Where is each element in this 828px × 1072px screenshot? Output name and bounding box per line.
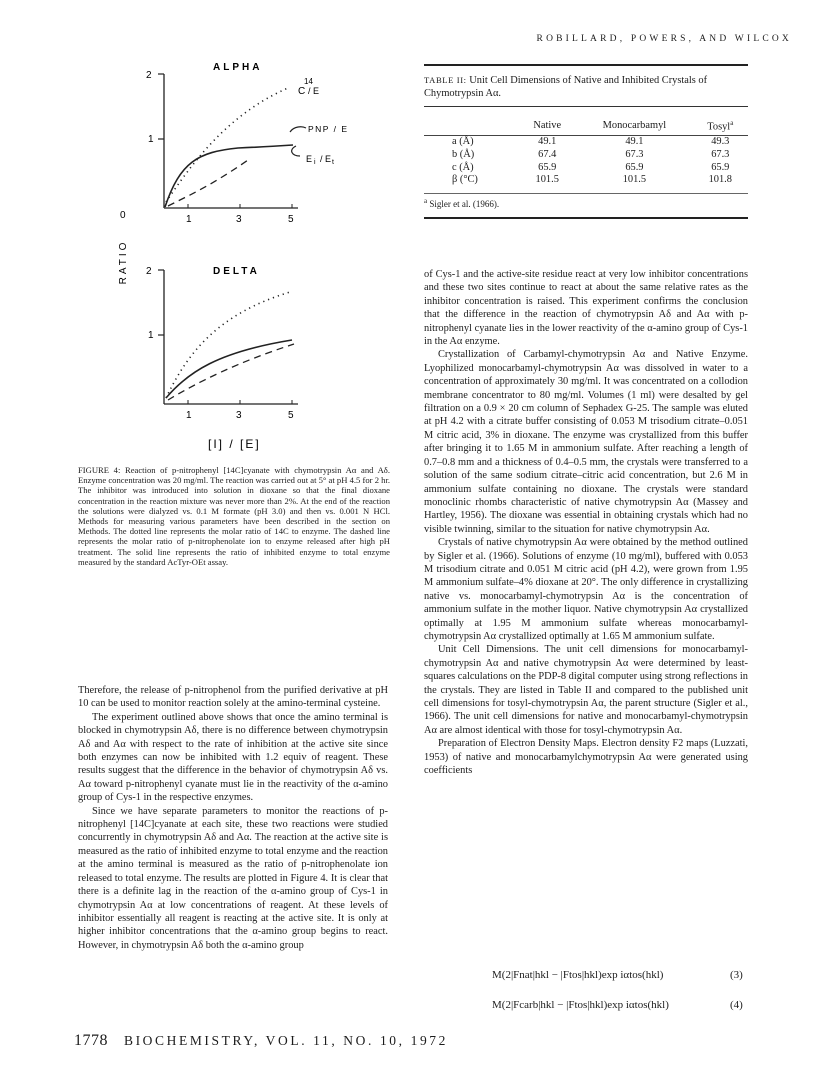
right-column [424,268,748,777]
alpha-ytick-2: 2 [146,70,152,81]
label-14: 14 [304,77,313,86]
left-paragraph-3: Since we have separate parameters to monitor the reactions of p-nitrophenyl [14C]cyanate at each site, these two reactions were studied concurrently in chymotrypsin Aδ and Aα. The reaction at the active site is measured as the ratio of inhibited enzyme to total enzyme and the reaction at the amino terminal is measured as the ratio of p-nitrophenolate ion released to total enzyme. The results are plotted in Figure 4. It is clear that there is a definite lag in the reaction of the α-amino group of Cys-1 in chymotrypsin Aα at low concentrations of reagent. At these levels of inhibitor essentially all reagent is reacting at the active site. It is only at higher inhibitor concentrations that the α-amino group begins to react. However, in chymotrypsin Aδ both the α-amino group [78,805,388,951]
table-title [424,74,748,100]
label-ei: E [306,154,313,164]
equation-3: M(2|Fnat|hkl − |Ftos|hkl)exp iαtos(hkl) [492,969,664,981]
alpha-dashed-curve [168,160,248,206]
left-column [78,684,388,952]
table-ii [424,64,748,219]
caption-text: Reaction of p-nitrophenyl [14C]cyanate with chymotrypsin Aα and Aδ. Enzyme concentration was 20 mg/ml. The reaction was carried out at 5° at pH 4.5 for 2 hr. The inhibitor was introduced into solution in dioxane so that the final dioxane concentration in the reaction mixture was never more than 2%. At the end of the reaction the solutions were dialyzed vs. 0.1 M formate (pH 3.0) and then vs. 0.001 N HCl. Methods for measuring various parameters have been described in the section on Methods. The dotted line represents the molar ratio of 14C to enzyme. The dashed line represents the molar ratio of p-nitrophenolate ion to enzyme released after high pH treatment. The solid line represents the ratio of inhibited enzyme to total enzyme measured by the standard AcTyr-OEt assay. [78,465,390,567]
left-paragraph-1: Therefore, the release of p-nitrophenol from the purified derivative at pH 10 can be used to monitor reaction solely at the amino-terminal cysteine. [78,685,388,710]
alpha-panel [120,62,349,225]
delta-xtick-5: 5 [288,410,294,421]
label-et-sub: t [332,159,334,166]
label-pnp-e: PNP / E [308,124,349,134]
left-paragraph-2: The experiment outlined above shows that once the amino terminal is blocked in chymotrypsin Aδ, there is no difference between chymotrypsin Aδ and Aα with respect to the rate of inhibition at the active site since both enzymes can now be inhibited with 1.2 equiv of reagent. These results suggest that the difference in the behavior of chymotrypsin Aδ vs. Aα toward p-nitrophenyl cyanate must lie in the reactivity of the α-amino group of Cys-1 in the respective enzymes. [78,711,388,804]
right-paragraph-1: of Cys-1 and the active-site residue react at very low inhibitor concentrations and these two sites continue to react at about the same relative rates as the inhibitor concentration is raised. This experiment confirms the conclusion that the difference in the reaction of chymotrypsin Aδ and Aα with p-nitrophenyl cyanate lies in the lower reactivity of the α-amino group of Cys-1 in the Aα enzyme. [424,269,748,348]
right-paragraph-4: Unit Cell Dimensions. The unit cell dimensions for monocarbamyl-chymotrypsin Aα and native chymotrypsin Aα were determined by least-squares calculations on the PDP-8 digital computer using strong reflections in the crystals. They are listed in Table II and compared to the published unit cell dimensions for tosyl-chymotrypsin Aα, the parent structure (Sigler et al., 1966). The unit cell dimensions for native and monocarbamyl-chymotrypsin Aα are almost identical with those for tosyl-chymotrypsin Aα. [424,644,748,736]
page-number: 1778 [74,1032,108,1049]
table-header-monocarbamyl: Monocarbamyl [576,117,692,136]
alpha-ytick-1: 1 [148,134,154,145]
right-paragraph-5: Preparation of Electron Density Maps. Electron density F2 maps (Luzzati, 1953) of native and monocarbamylchymotrypsin Aα were generated using coefficients [424,738,748,777]
caption-label: FIGURE 4: [78,465,121,475]
table-header-native: Native [518,117,576,136]
label-c-e: / E [308,86,320,96]
delta-panel-title: DELTA [213,266,260,277]
label-et: / E [320,154,332,164]
figure-4 [108,52,408,472]
label-c: C [298,86,306,97]
alpha-xtick-3: 3 [236,214,242,225]
delta-panel [146,266,298,451]
table-label: TABLE II: [424,75,467,85]
alpha-dotted-curve [166,88,288,202]
delta-solid-curve [166,340,292,398]
table-row: a (Å) 49.1 49.1 49.3 [452,136,730,148]
table-footnote [424,193,748,217]
equation-4-number: (4) [730,999,743,1011]
figure-xlabel: [I] / [E] [208,437,261,451]
table-header-blank [424,117,518,136]
delta-ytick-2: 2 [146,266,152,277]
unit-cell-table [424,117,748,187]
label-ei-sub: i [314,159,316,166]
delta-dashed-curve [168,344,294,400]
figure-caption [78,465,390,567]
right-paragraph-3: Crystals of native chymotrypsin Aα were obtained by the method outlined by Sigler et al. (1966). Solutions of enzyme (10 mg/ml), buffered with 0.053 M trisodium citrate and 0.051 M citric acid (pH 4.2), were grown from 1.95 M ammonium sulfate–4% dioxane at 20°. The only difference in crystallizing native vs. monocarbamyl-chymotrypsin Aα is the concentration of ammonium sulfate in the mother liquor. Native chymotrypsin Aα crystallized optimally at 1.95 M ammonium sulfate whereas monocarbamyl-chymotrypsin Aα crystallized optimally at 1.65 M ammonium sulfate. [424,537,748,642]
table-title-text: Unit Cell Dimensions of Native and Inhibited Crystals of Chymotrypsin Aα. [424,75,708,99]
running-header: ROBILLARD, POWERS, AND WILCOX [536,34,792,44]
equation-4: M(2|Fcarb|hkl − |Ftos|hkl)exp iαtos(hkl) [492,999,669,1011]
right-paragraph-2: Crystallization of Carbamyl-chymotrypsin Aα and Native Enzyme. Lyophilized monocarbamyl-chymotrypsin Aα was dissolved in water to a concentration of approximately 30 mg/ml. It was concentrated on a collodion membrane concentrator to 80 mg/ml. Volumes (1 ml) were desalted by gel filtration on a 0.9 × 20 cm column of Sephadex G-25. The sample was eluted at pH 4.2 with a citrate buffer consisting of 0.053 M trisodium citrate–0.051 M citric acid, 3% in dioxane. The enzyme was crystallized from this buffer after bringing it to 1.65 M in ammonium sulfate. After reaching a length of 0.7–0.8 mm and a thickness of 0.4–0.5 mm, the crystals were transferred to a solution of the same sodium citrate–citric acid concentration, but 2.6 M in ammonium sulfate containing no dioxane. The crystals were standard monoclinic rhombs characteristic of native chymotrypsin Aα (Massey and Hartley, 1956). The dioxane was essential in obtaining crystals which had no visible twinning, similar to the situation for native chymotrypsin Aα. [424,349,748,535]
table-header-row [424,117,748,136]
delta-dotted-curve [166,292,290,398]
delta-xtick-3: 3 [236,410,242,421]
journal-citation: BIOCHEMISTRY, VOL. 11, NO. 10, 1972 [123,1033,449,1048]
page-footer [74,1032,448,1050]
footnote-mark: a [424,196,428,205]
alpha-xtick-1: 1 [186,214,192,225]
table-row: c (Å) 65.9 65.9 65.9 [452,161,730,173]
table-row: β (°C) 101.5 101.5 101.8 [452,174,732,186]
alpha-panel-title: ALPHA [213,62,263,73]
equation-3-number: (3) [730,969,743,981]
delta-xtick-1: 1 [186,410,192,421]
delta-ytick-1: 1 [148,330,154,341]
alpha-xtick-5: 5 [288,214,294,225]
table-header-tosyl: Tosyl$^a$ [693,117,748,136]
ratio-axis-label: RATIO [118,239,129,285]
footnote-text: Sigler et al. (1966). [429,198,500,209]
table-row: b (Å) 67.4 67.3 67.3 [452,149,730,161]
alpha-ytick-0: 0 [120,210,126,221]
